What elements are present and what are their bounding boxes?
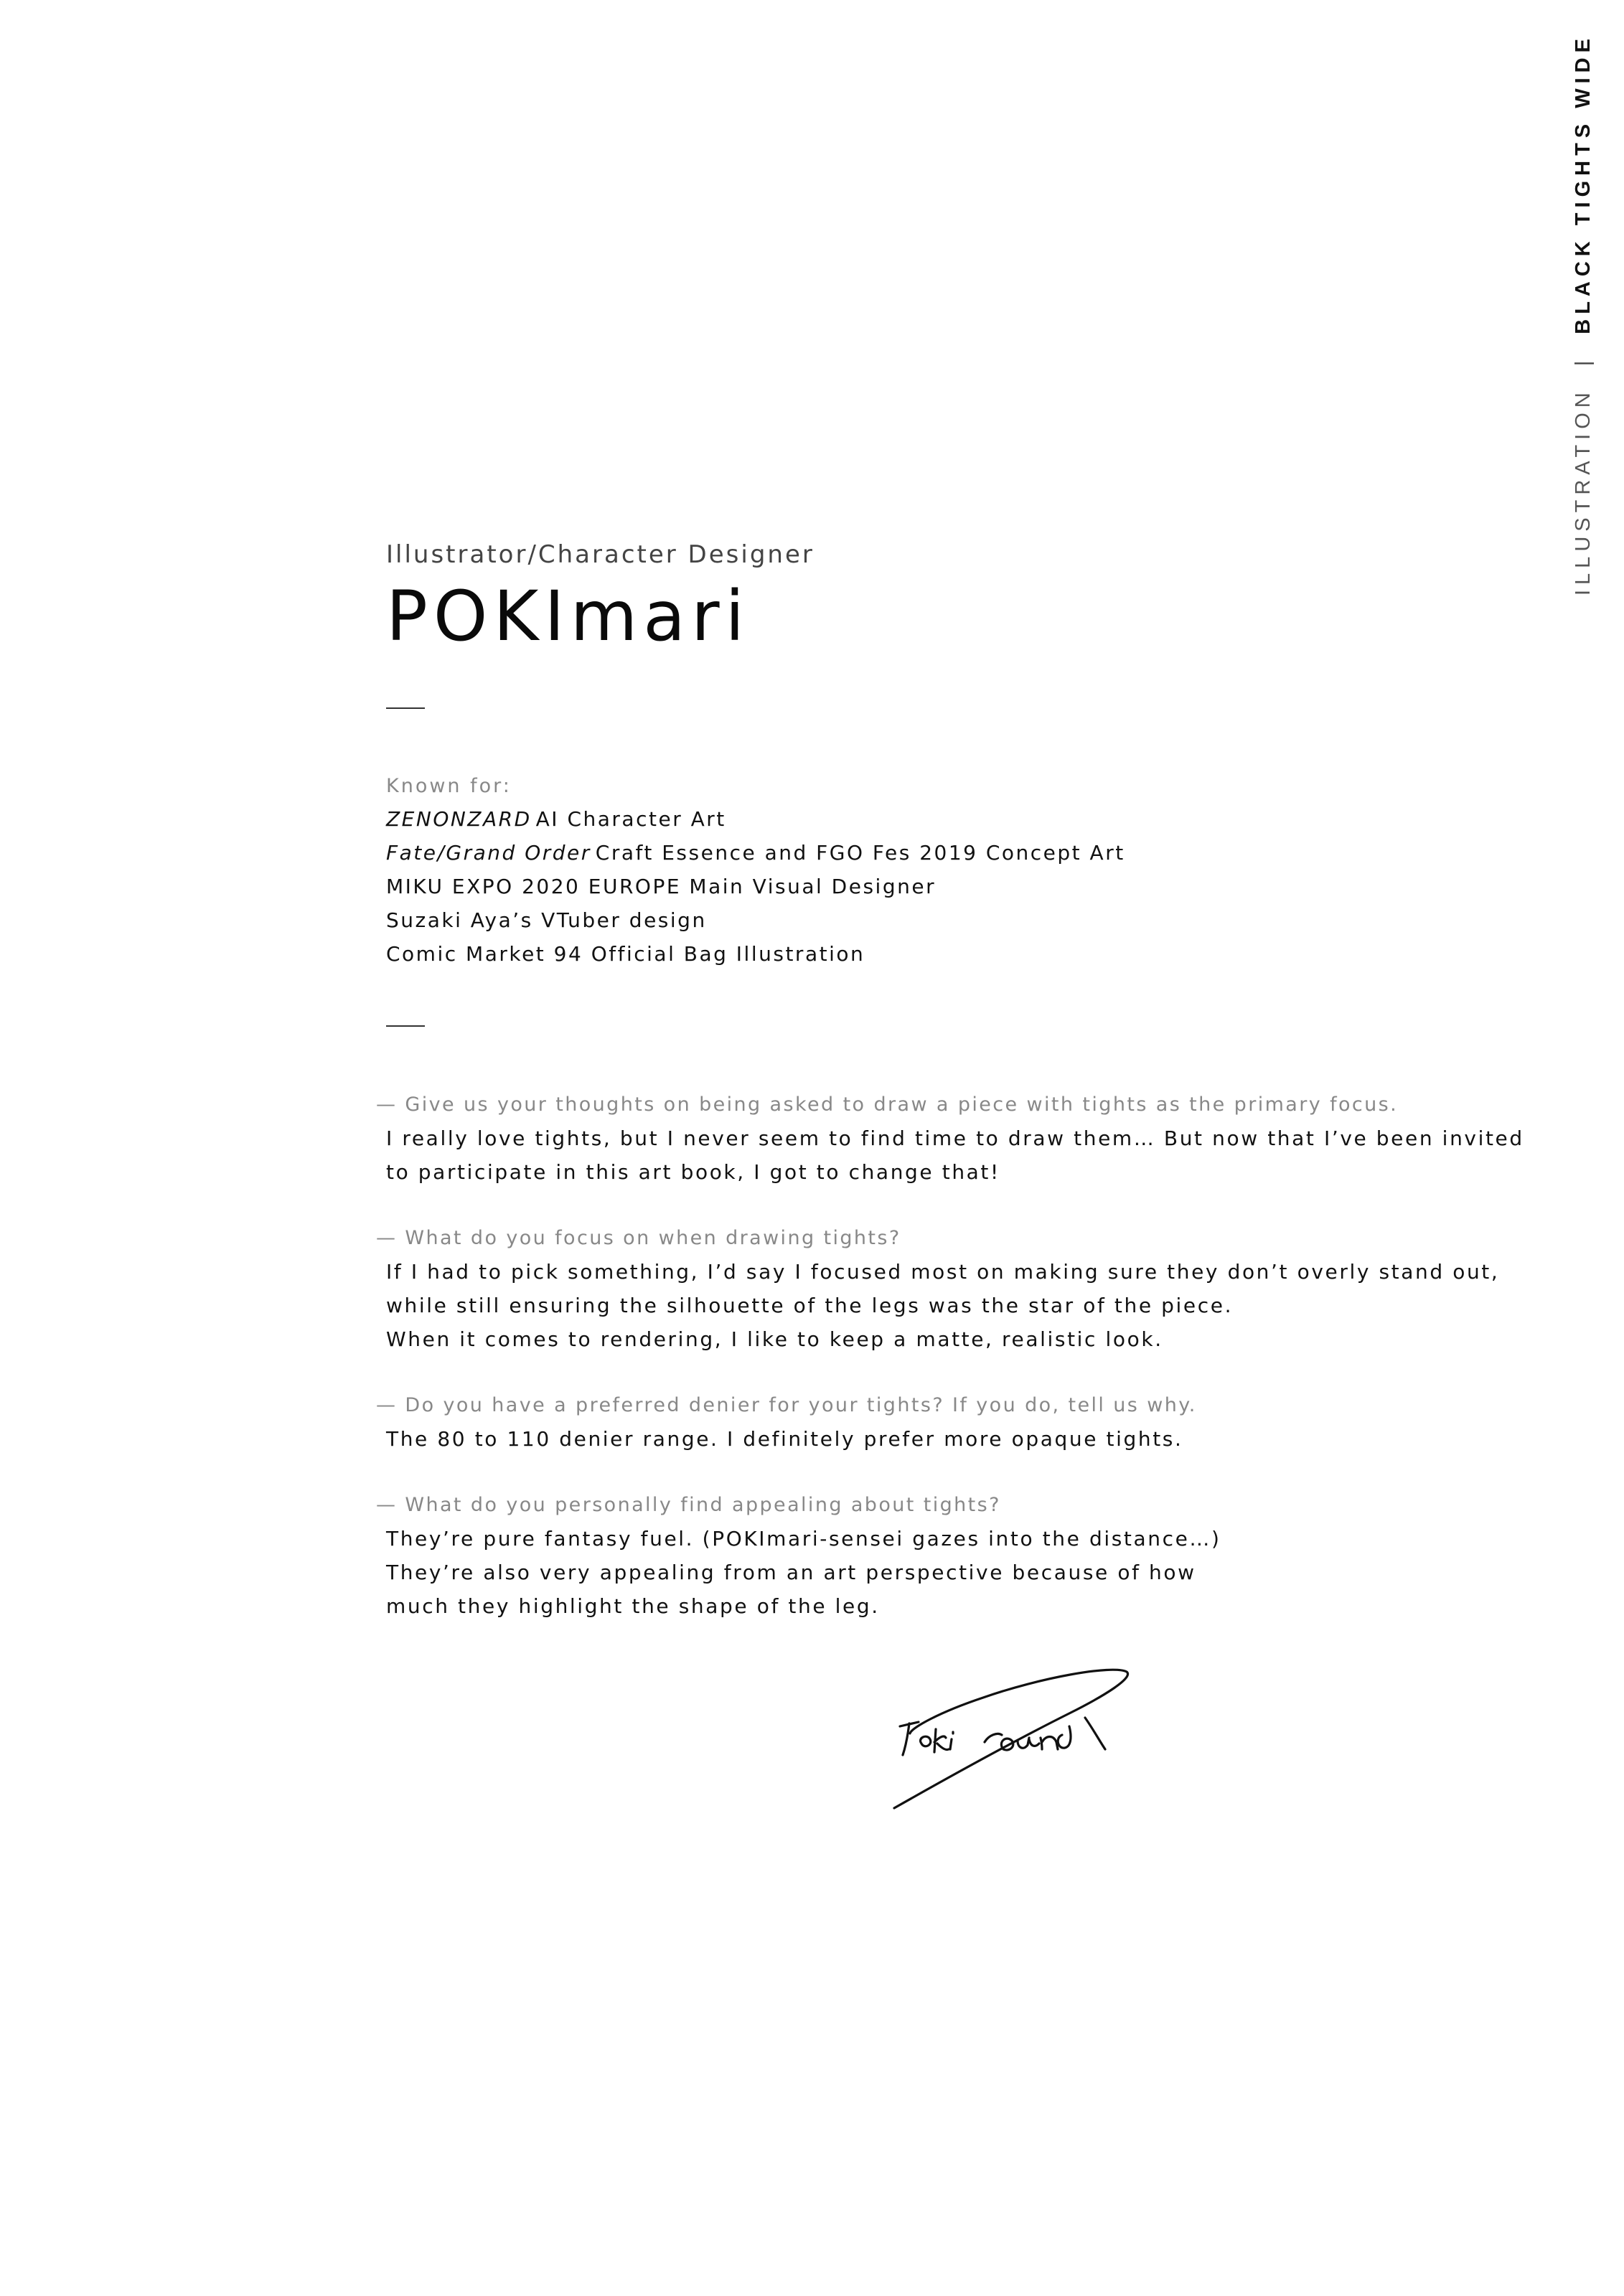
list-item (386, 937, 1477, 971)
interview-answer-line: The 80 to 110 denier range. I definitely prefer more opaque tights. (386, 1427, 1183, 1451)
interview-question: — What do you focus on when drawing tights? (376, 1227, 901, 1249)
interview-answer-line: I really love tights, but I never seem to find time to draw them… But now that I’ve been invited (386, 1126, 1524, 1150)
work-description: AI Character Art (535, 807, 726, 831)
interview-answer-line: much they highlight the shape of the leg. (386, 1594, 880, 1618)
side-section-tab (1572, 34, 1595, 596)
section-separator: | (1572, 355, 1595, 367)
interview-item (376, 1222, 1500, 1356)
interview-answer-line: They’re also very appealing from an art perspective because of how (386, 1561, 1196, 1584)
interview (376, 1088, 1524, 1623)
section-category: ILLUSTRATION (1572, 387, 1595, 596)
interview-item (376, 1389, 1477, 1456)
known-for-label: Known for: (386, 775, 512, 797)
interview-item (376, 1088, 1524, 1189)
divider (386, 1025, 425, 1027)
interview-question: — What do you personally find appealing about tights? (376, 1494, 1001, 1516)
interview-question: — Do you have a preferred denier for your tights? If you do, tell us why. (376, 1394, 1197, 1416)
interview-answer-line: If I had to pick something, I’d say I focused most on making sure they don’t overly stand out, (386, 1260, 1500, 1284)
artist-name: POKImari (386, 576, 751, 657)
book-title: BLACK TIGHTS WIDE (1572, 34, 1595, 334)
work-description: Suzaki Aya’s VTuber design (386, 908, 707, 932)
list-item (386, 870, 1477, 903)
interview-item (376, 1489, 1477, 1623)
interview-answer-line: When it comes to rendering, I like to keep a matte, realistic look. (386, 1327, 1163, 1351)
divider (386, 707, 425, 709)
interview-answer-line: while still ensuring the silhouette of the legs was the star of the piece. (386, 1294, 1234, 1317)
work-title: Fate/Grand Order (386, 841, 591, 865)
list-item (386, 802, 1477, 836)
work-title: ZENONZARD (386, 807, 532, 831)
interview-answer-line: They’re pure fantasy fuel. (POKImari-sensei gazes into the distance…) (386, 1527, 1221, 1551)
work-description: MIKU EXPO 2020 EUROPE Main Visual Designer (386, 875, 937, 898)
interview-answer-line: to participate in this art book, I got to change that! (386, 1160, 1000, 1184)
known-for-list (386, 802, 1477, 971)
work-description: Craft Essence and FGO Fes 2019 Concept Art (595, 841, 1125, 865)
artist-profile (376, 537, 1524, 1656)
work-description: Comic Market 94 Official Bag Illustration (386, 942, 865, 966)
list-item (386, 836, 1477, 870)
artist-signature (890, 1663, 1155, 1814)
list-item (386, 903, 1477, 937)
artist-role: Illustrator/Character Designer (386, 540, 815, 569)
interview-question: — Give us your thoughts on being asked to draw a piece with tights as the primary focus. (376, 1093, 1399, 1116)
